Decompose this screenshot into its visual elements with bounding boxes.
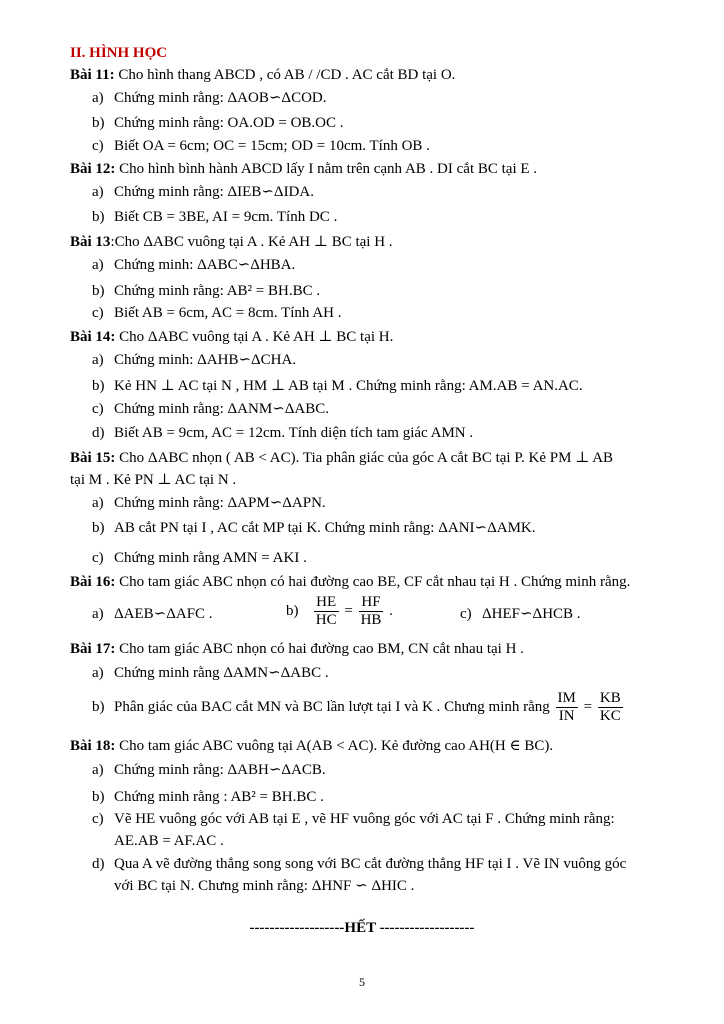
problem-15-text: Cho ΔABC nhọn ( AB < AC). Tia phân giác của góc A cắt BC tại P. Kẻ PM ⊥ AB: [119, 450, 614, 466]
problem-14-a: a) Chứng minh: ΔAHB∽ΔCHA.: [92, 352, 297, 368]
problem-13-title: Bài 13: [70, 234, 111, 250]
problem-17-text: Cho tam giác ABC nhọn có hai đường cao BM, CN cắt nhau tại H .: [119, 641, 524, 657]
problem-16-a: a) ΔAEB∽ΔAFC .: [92, 606, 213, 622]
fraction-he-hc: $\frac{HE}{HC}$: [315, 594, 337, 628]
section-heading: II. HÌNH HỌC: [70, 45, 168, 61]
problem-16-text: Cho tam giác ABC nhọn có hai đường cao BE, CF cắt nhau tại H . Chứng minh rằng.: [119, 574, 631, 590]
problem-12-a: a) Chứng minh rằng: ΔIEB∽ΔIDA.: [92, 184, 314, 200]
problem-15-title: Bài 15:: [70, 450, 116, 466]
problem-18-c: c) Vẽ HE vuông góc với AB tại E , vẽ HF vuông góc với AC tại F . Chứng minh rằng:: [92, 811, 615, 827]
problem-13-c: c) Biết AB = 6cm, AC = 8cm. Tính AH .: [92, 305, 342, 321]
problem-12: [70, 160, 537, 178]
problem-14-title: Bài 14:: [70, 329, 116, 345]
problem-12-b: b) Biết CB = 3BE, AI = 9cm. Tính DC .: [92, 209, 338, 225]
problem-18-text: Cho tam giác ABC vuông tại A(AB < AC). Kẻ đường cao AH(H ∈ BC).: [119, 738, 554, 754]
problem-18: [70, 737, 553, 755]
problem-11-a: a) Chứng minh rằng: ΔAOB∽ΔCOD.: [92, 90, 327, 106]
problem-14: [70, 328, 393, 346]
end-marker: -------------------HẾT -------------------: [249, 920, 475, 936]
problem-12-text: Cho hình bình hành ABCD lấy I nằm trên cạnh AB . DI cắt BC tại E .: [119, 161, 538, 177]
problem-12-title: Bài 12:: [70, 161, 116, 177]
problem-15-c: c) Chứng minh rằng AMN = AKI .: [92, 550, 307, 566]
problem-16-c: c) ΔHEF∽ΔHCB .: [460, 606, 581, 622]
fraction-im-in: $\frac{IM}{IN}$: [557, 690, 576, 724]
fraction-hf-hb: $\frac{HF}{HB}$: [360, 594, 382, 628]
problem-15-b: b) AB cắt PN tại I , AC cắt MP tại K. Chứng minh rằng: ΔANI∽ΔAMK.: [92, 520, 536, 536]
problem-13: [70, 233, 393, 251]
problem-18-b: b) Chứng minh rằng : AB² = BH.BC .: [92, 789, 324, 805]
problem-13-a: a) Chứng minh: ΔABC∽ΔHBA.: [92, 257, 296, 273]
problem-17-title: Bài 17:: [70, 641, 116, 657]
problem-11-title: Bài 11:: [70, 67, 115, 83]
problem-14-d: d) Biết AB = 9cm, AC = 12cm. Tính diện tích tam giác AMN .: [92, 425, 474, 441]
problem-15: [70, 449, 613, 467]
problem-18-c-cont: AE.AB = AF.AC .: [114, 833, 224, 849]
problem-16: [70, 573, 630, 591]
problem-17-a: a) Chứng minh rằng ΔAMN∽ΔABC .: [92, 665, 329, 681]
problem-13-b: b) Chứng minh rằng: AB² = BH.BC .: [92, 283, 321, 299]
problem-17: [70, 640, 524, 658]
problem-18-d-cont: với BC tại N. Chưng minh rằng: ΔHNF ∽ ΔHIC .: [114, 878, 415, 894]
problem-18-d: d) Qua A vẽ đường thẳng song song với BC cắt đường thẳng HF tại I . Vẽ IN vuông góc: [92, 856, 627, 872]
problem-11: [70, 66, 455, 84]
problem-13-text: :Cho ΔABC vuông tại A . Kẻ AH ⊥ BC tại H .: [110, 234, 393, 250]
problem-14-c: c) Chứng minh rằng: ΔANM∽ΔABC.: [92, 401, 329, 417]
fraction-kb-kc: $\frac{KB}{KC}$: [599, 690, 621, 724]
problem-18-a: a) Chứng minh rằng: ΔABH∽ΔACB.: [92, 762, 326, 778]
problem-15-a: a) Chứng minh rằng: ΔAPM∽ΔAPN.: [92, 495, 326, 511]
problem-11-b: b) Chứng minh rằng: OA.OD = OB.OC .: [92, 115, 344, 131]
problem-11-c: c) Biết OA = 6cm; OC = 15cm; OD = 10cm. Tính OB .: [92, 138, 430, 154]
problem-14-text: Cho ΔABC vuông tại A . Kẻ AH ⊥ BC tại H.: [119, 329, 394, 345]
problem-18-title: Bài 18:: [70, 738, 116, 754]
problem-14-b: b) Kẻ HN ⊥ AC tại N , HM ⊥ AB tại M . Chứng minh rằng: AM.AB = AN.AC.: [92, 378, 583, 394]
problem-11-text: Cho hình thang ABCD , có AB / /CD . AC cắt BD tại O.: [118, 67, 456, 83]
problem-16-title: Bài 16:: [70, 574, 116, 590]
page-number: 5: [359, 975, 365, 989]
problem-16-b: b) $\frac{HE}{HC}$ = $\frac{HF}{HB}$ .: [286, 594, 393, 628]
problem-17-b: b) Phân giác của BAC cắt MN và BC lần lượt tại I và K . Chưng minh rằng $\frac{IM}{IN}$ = $\frac{KB}{KC}$: [92, 690, 621, 724]
problem-15-text-cont: tại M . Kẻ PN ⊥ AC tại N .: [70, 472, 237, 488]
